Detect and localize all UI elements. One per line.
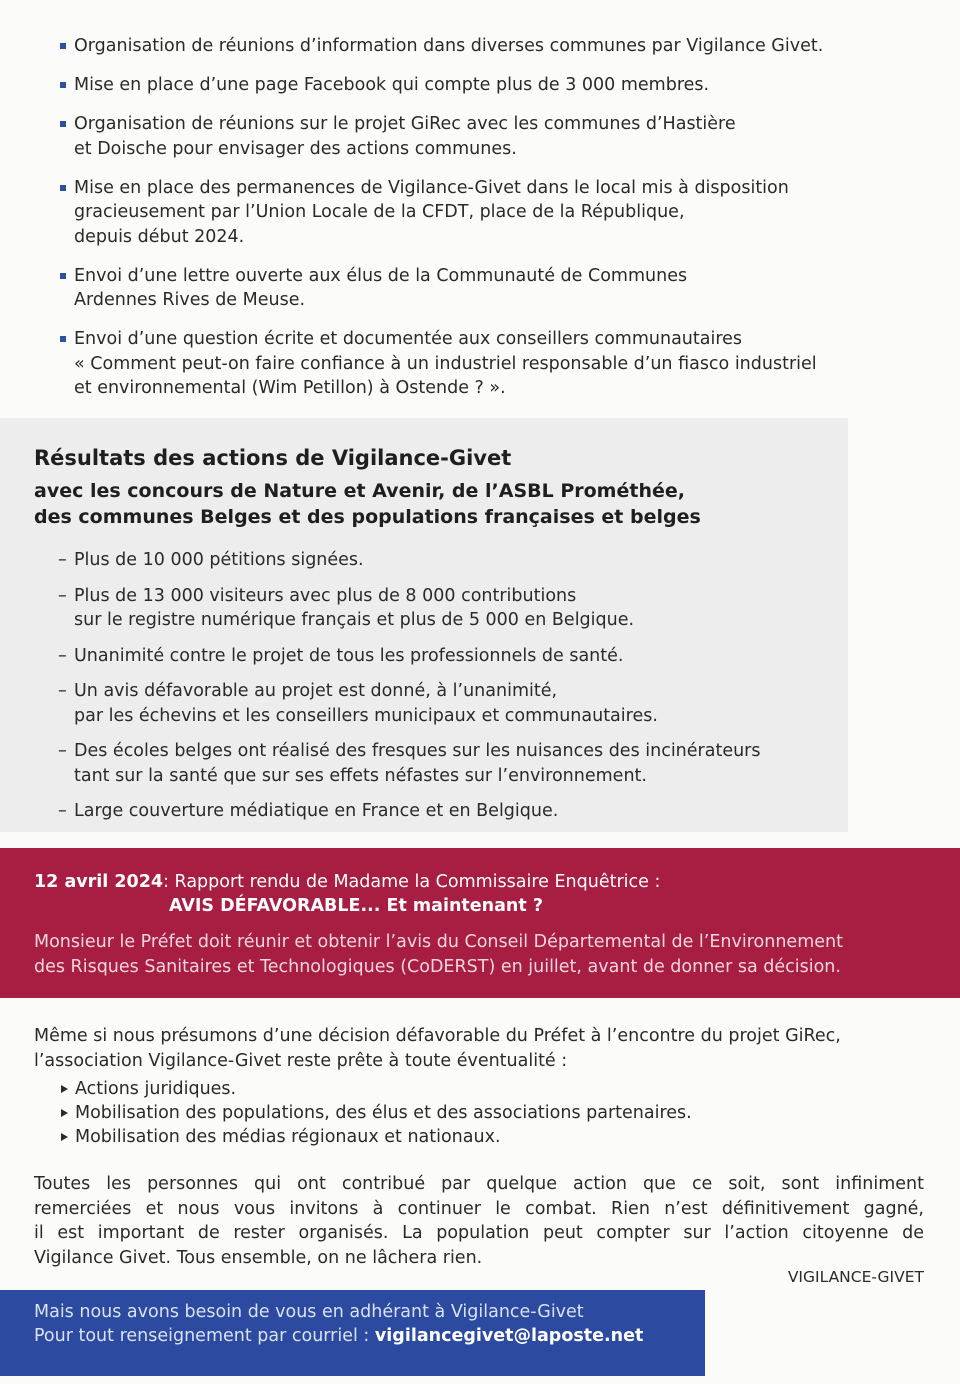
action-item: Organisation de réunions d’information dans diverses communes par Vigilance Givet. (58, 34, 938, 59)
actions-list (58, 34, 938, 415)
result-item: – Unanimité contre le projet de tous les professionnels de santé. (58, 644, 848, 669)
action-item: Organisation de réunions sur le projet GiRec avec les communes d’Hastière et Doische pour envisager des actions communes. (58, 112, 938, 161)
results-list (58, 548, 848, 835)
avis-line (169, 896, 543, 916)
readiness-item: Mobilisation des médias régionaux et nationaux. (58, 1125, 692, 1149)
result-item: – Plus de 10 000 pétitions signées. (58, 548, 848, 573)
announcement-date: 12 avril 2024 (34, 872, 164, 892)
action-item: Envoi d’une lettre ouverte aux élus de la Communauté de Communes Ardennes Rives de Meuse. (58, 264, 938, 313)
result-item: – Un avis défavorable au projet est donné, à l’unanimité, par les échevins et les conseillers municipaux et communautaires. (58, 679, 848, 728)
report-text: : Rapport rendu de Madame la Commissaire Enquêtrice : (163, 872, 661, 892)
result-item: – Plus de 13 000 visiteurs avec plus de 8 000 contributions sur le registre numérique français et plus de 5 000 en Belgique. (58, 584, 848, 633)
avis-rest: ... Et maintenant ? (360, 896, 543, 916)
avis-label: AVIS DÉFAVORABLE (169, 896, 361, 916)
contact-text: Pour tout renseignement par courriel : (34, 1326, 375, 1346)
result-item: – Des écoles belges ont réalisé des fresques sur les nuisances des incinérateurs tant sur la santé que sur ses effets néfastes sur l’environnement. (58, 739, 848, 788)
signature: VIGILANCE-GIVET (787, 1268, 924, 1286)
results-subtitle: avec les concours de Nature et Avenir, de l’ASBL Prométhée, des communes Belges et des populations françaises et belges (34, 480, 701, 528)
result-item: – Large couverture médiatique en France et en Belgique. (58, 799, 848, 824)
readiness-intro: Même si nous présumons d’une décision défavorable du Préfet à l’encontre du projet GiRec, l’association Vigilance-Givet reste prête à toute éventualité : (34, 1026, 841, 1071)
action-item: Mise en place des permanences de Vigilance-Givet dans le local mis à disposition gracieusement par l’Union Locale de la CFDT, place de la République, depuis début 2024. (58, 176, 938, 250)
readiness-item: Mobilisation des populations, des élus et des associations partenaires. (58, 1101, 692, 1125)
report-line (34, 872, 660, 892)
contact-line (34, 1326, 643, 1346)
membership-text: Mais nous avons besoin de vous en adhérant à Vigilance-Givet (34, 1302, 584, 1322)
results-title: Résultats des actions de Vigilance-Givet (34, 446, 512, 470)
contact-email[interactable]: vigilancegivet@laposte.net (374, 1326, 644, 1346)
action-item: Envoi d’une question écrite et documentée aux conseillers communautaires « Comment peut-on faire confiance à un industriel responsable d’un fiasco industriel et environnemental (Wim Petillon) à Ostende ? ». (58, 327, 938, 401)
action-item: Mise en place d’une page Facebook qui compte plus de 3 000 membres. (58, 73, 938, 98)
readiness-item: Actions juridiques. (58, 1077, 692, 1101)
prefet-paragraph: Monsieur le Préfet doit réunir et obtenir l’avis du Conseil Départemental de l’Environnement des Risques Sanitaires et Technologiques (CoDERST) en juillet, avant de donner sa décision. (34, 932, 843, 977)
membership-banner (0, 1290, 705, 1376)
announcement-banner (0, 848, 960, 998)
thanks-paragraph: Toutes les personnes qui ont contribué par quelque action que ce soit, sont infiniment remerciées et nous vous invitons à continuer le combat. Rien n’est définitivement gagné, il est important de rester organisés. La population peut compter sur l’action citoyenne de Vigilance Givet. Tous ensemble, on ne lâchera rien. (34, 1174, 924, 1268)
readiness-list (58, 1077, 692, 1149)
